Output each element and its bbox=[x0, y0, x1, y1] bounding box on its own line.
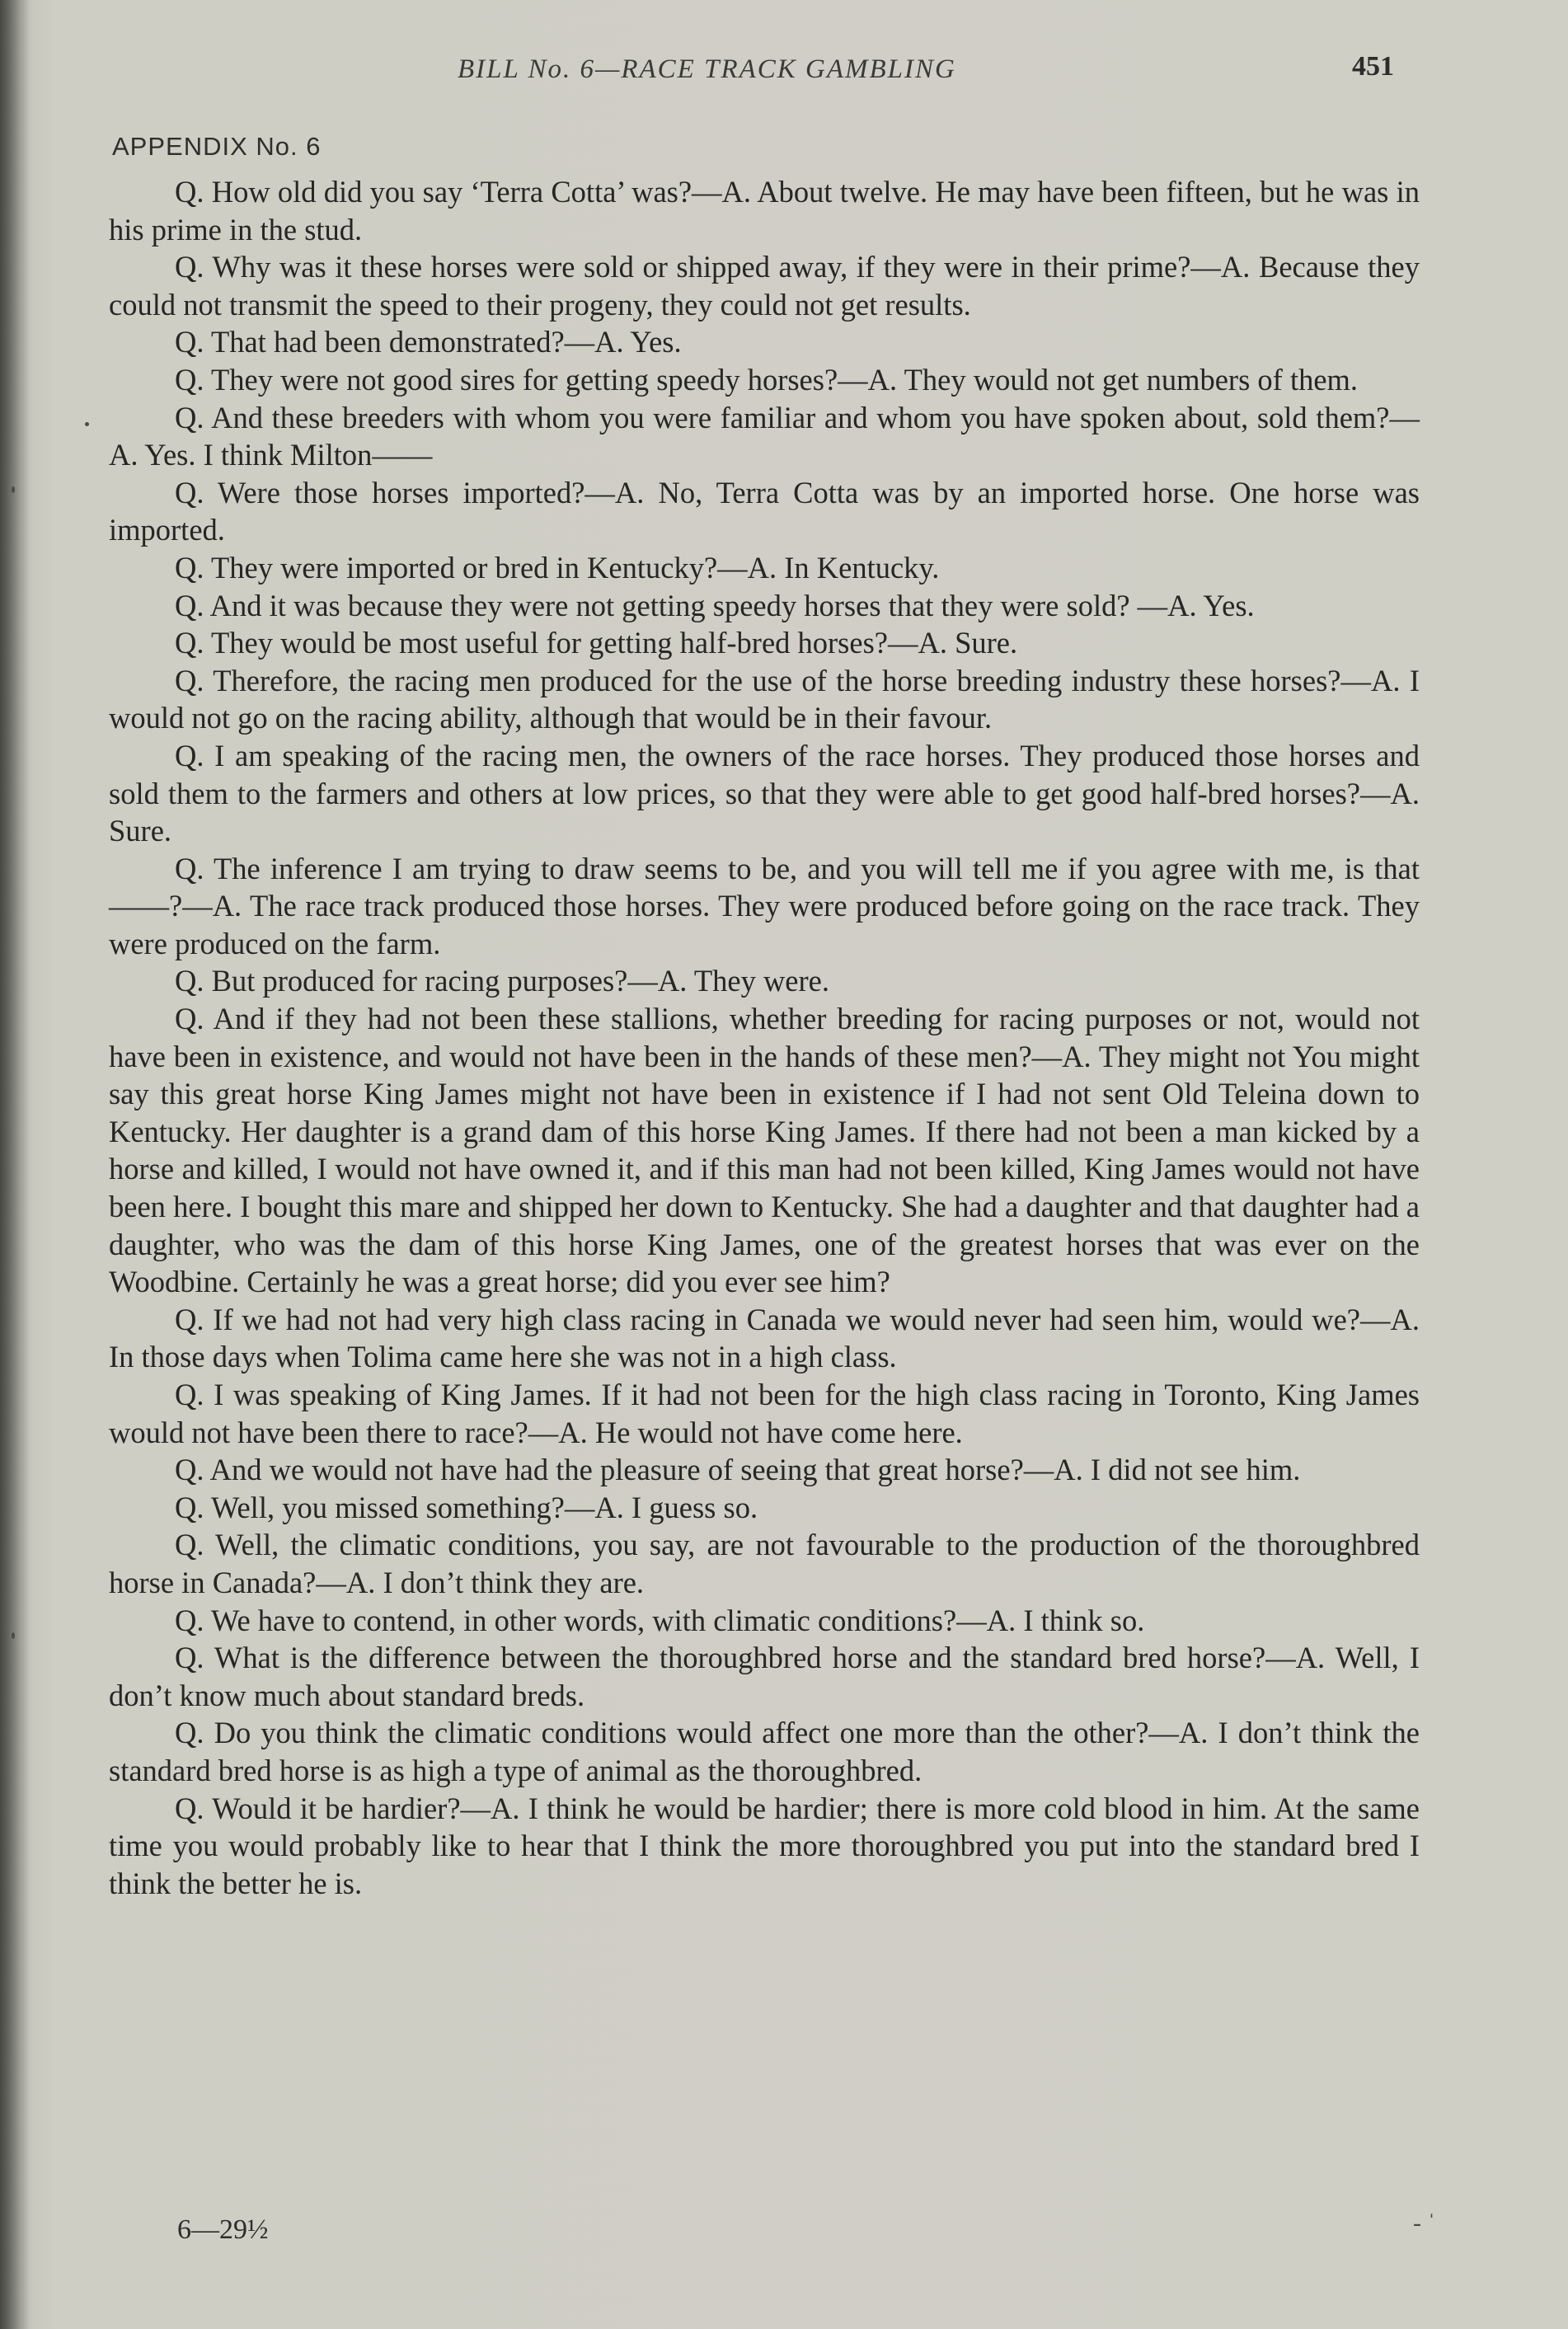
paragraph: Q. The inference I am trying to draw seems to be, and you will tell me if you agree with me, is that——?—A. The race track produced those horses. They were produced before going on the race track. They were produced on the farm. bbox=[109, 851, 1420, 960]
binding-shadow bbox=[0, 0, 30, 2329]
paragraph: Q. But produced for racing purposes?—A. They were. bbox=[175, 964, 829, 998]
paragraph: Q. Well, the climatic conditions, you say, are not favourable to the production of the thoroughbred horse in Canada?—A. I don’t think they are. bbox=[109, 1528, 1420, 1599]
page-number: 451 bbox=[1352, 51, 1394, 82]
ink-speck: - ˈ bbox=[1413, 2209, 1436, 2237]
ink-speck bbox=[12, 1632, 15, 1639]
running-head: BILL No. 6—RACE TRACK GAMBLING bbox=[458, 54, 956, 84]
printer-signature-mark: 6—29½ bbox=[177, 2214, 269, 2245]
paragraph: Q. They would be most useful for getting half-bred horses?—A. Sure. bbox=[175, 626, 1018, 660]
transcript-body bbox=[109, 173, 1420, 1902]
paragraph: Q. Why was it these horses were sold or shipped away, if they were in their prime?—A. Because they could not transmit the speed to their progeny, they could not get results. bbox=[109, 250, 1420, 322]
ink-speck bbox=[12, 486, 15, 493]
paragraph: Q. And these breeders with whom you were familiar and whom you have spoken about, sold them?—A. Yes. I think Milton—— bbox=[109, 400, 1420, 472]
paragraph: Q. I am speaking of the racing men, the owners of the race horses. They produced those horses and sold them to the farmers and others at low prices, so that they were able to get good half-bred horses?—A. Sure. bbox=[109, 738, 1420, 848]
paragraph: Q. We have to contend, in other words, with climatic conditions?—A. I think so. bbox=[175, 1603, 1145, 1637]
ink-speck bbox=[85, 422, 89, 426]
paragraph: Q. Well, you missed something?—A. I guess so. bbox=[175, 1490, 758, 1524]
paragraph: Q. And we would not have had the pleasure of seeing that great horse?—A. I did not see him. bbox=[175, 1453, 1301, 1487]
paragraph: Q. They were not good sires for getting speedy horses?—A. They would not get numbers of them. bbox=[175, 362, 1359, 397]
paragraph: Q. I was speaking of King James. If it had not been for the high class racing in Toronto, King James would not have been there to race?—A. He would not have come here. bbox=[109, 1378, 1420, 1449]
page-header bbox=[0, 48, 1568, 97]
paragraph: Q. How old did you say ‘Terra Cotta’ was?—A. About twelve. He may have been fifteen, but he was in his prime in the stud. bbox=[109, 175, 1420, 247]
paragraph: Q. They were imported or bred in Kentucky?—A. In Kentucky. bbox=[175, 550, 940, 585]
paragraph: Q. That had been demonstrated?—A. Yes. bbox=[175, 325, 682, 359]
paragraph: Q. Were those horses imported?—A. No, Terra Cotta was by an imported horse. One horse was imported. bbox=[109, 475, 1420, 547]
paragraph: Q. What is the difference between the thoroughbred horse and the standard bred horse?—A. Well, I don’t know much about standard breds. bbox=[109, 1641, 1420, 1712]
paragraph: Q. Would it be hardier?—A. I think he would be hardier; there is more cold blood in him. At the same time you would probably like to hear that I think the more thoroughbred you put into the standard bred I think the better he is. bbox=[109, 1791, 1420, 1900]
paragraph: Q. And if they had not been these stallions, whether breeding for racing purposes or not, would not have been in existence, and would not have been in the hands of these men?—A. They might not You might say this great horse King James might not have been in existence if I had not sent Old Teleina down to Kentucky. Her daughter is a grand dam of this horse King James. If there had not been a man kicked by a horse and killed, I would not have owned it, and if this man had not been killed, King James would not have been here. I bought this mare and shipped her down to Kentucky. She had a daughter and that daughter had a daughter, who was the dam of this horse King James, one of the greatest horses that was ever on the Woodbine. Certainly he was a great horse; did you ever see him? bbox=[109, 1002, 1420, 1299]
paragraph: Q. Do you think the climatic conditions would affect one more than the other?—A. I don’t think the standard bred horse is as high a type of animal as the thoroughbred. bbox=[109, 1716, 1420, 1787]
paragraph: Q. Therefore, the racing men produced for the use of the horse breeding industry these horses?—A. I would not go on the racing ability, although that would be in their favour. bbox=[109, 663, 1420, 735]
paragraph: Q. And it was because they were not getting speedy horses that they were sold? —A. Yes. bbox=[175, 588, 1255, 622]
paragraph: Q. If we had not had very high class racing in Canada we would never had seen him, would we?—A. In those days when Tolima came here she was not in a high class. bbox=[109, 1302, 1420, 1374]
appendix-label: APPENDIX No. 6 bbox=[112, 132, 322, 161]
